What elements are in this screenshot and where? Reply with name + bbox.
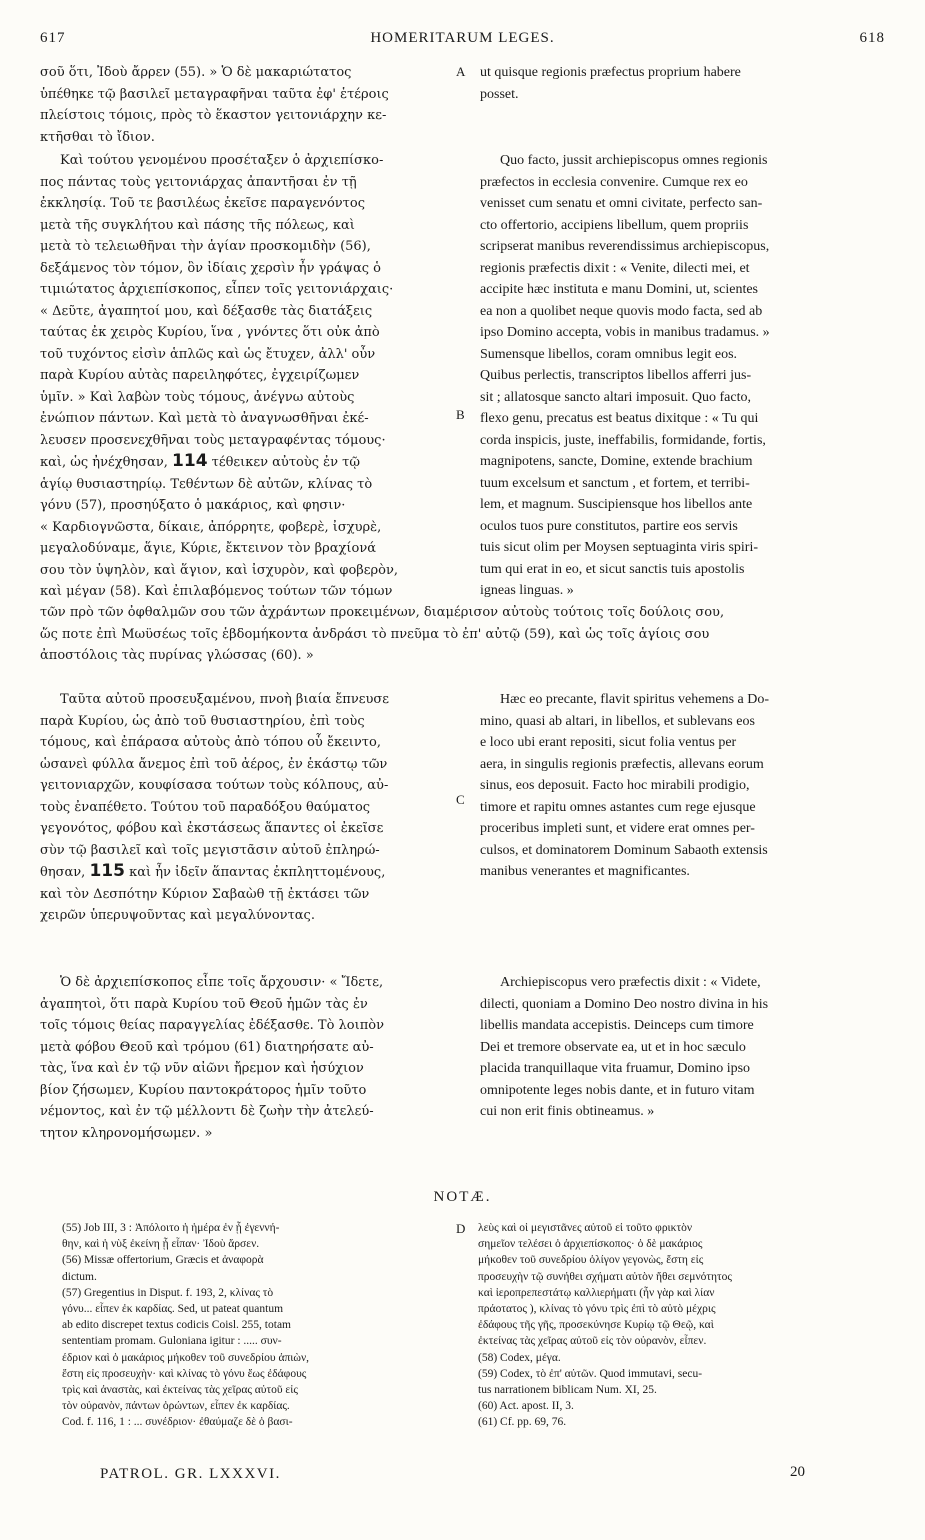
text-line <box>40 861 452 884</box>
text-line: libellis mandata accepistis. Deinceps cum timore <box>480 1018 754 1033</box>
note-line: (56) Missæ offertorium, Græcis et ἀναφορὰ <box>62 1254 264 1267</box>
note-line: ἐκτείνας τὰς χεῖρας αὐτοῦ εἰς τὸν οὐρανὸν, εἶπεν. <box>478 1335 707 1348</box>
text-line: κτῆσθαι τὸ ἴδιον. <box>40 129 155 145</box>
notes-heading: NOTÆ. <box>433 1189 492 1205</box>
note-line: πράοτατος ), κλίνας τὸ γόνυ τρὶς ἐπὶ τὸ αὐτὸ μέχρις <box>478 1303 716 1316</box>
text-line: Hæc eo precante, flavit spiritus vehemens a Do- <box>500 692 770 707</box>
text-fragment: καὶ ἦν ἰδεῖν ἅπαντας ἐκπληττομένους, <box>129 865 386 880</box>
text-line: μεγαλοδύναμε, ἅγιε, Κύριε, ἔκτεινον τὸν βραχίονά <box>40 541 377 556</box>
text-line: ipso Domino accepta, vobis in manibus tradamus. » <box>480 325 770 340</box>
text-line: scripserat manibus reverendissimus archiepiscopus, <box>480 239 770 254</box>
note-line: (58) Codex, μέγα. <box>478 1351 561 1364</box>
note-line: (59) Codex, τὸ ἐπ' αὐτῶν. Quod immutavi, secu- <box>478 1367 703 1380</box>
text-line: oculos tuos pure constitutos, partire eos servis <box>480 518 738 534</box>
text-line: ὑπέθηκε τῷ βασιλεῖ μεταγραφῆναι ταῦτα ἐφ' ἑτέροις <box>40 86 389 102</box>
text-line: τοὺς ἐναπέθετο. Τούτου τοῦ παραδόξου θαύματος <box>40 799 371 815</box>
text-line: « Καρδιογνῶστα, δίκαιε, ἀπόρρητε, φοβερὲ, ἰσχυρὲ, <box>40 519 382 535</box>
text-line: λευσεν προσενεχθῆναι τοὺς μεταγραφέντας τόμους· <box>40 432 386 448</box>
text-line: e loco ubi erant repositi, sicut folia ventus per <box>480 735 737 750</box>
text-line: tum qui erat in eo, et sicut sanctis tuis apostolis <box>480 561 745 577</box>
running-title: HOMERITARUM LEGES. <box>370 30 555 46</box>
note-line: λεὺς καὶ οἱ μεγιστᾶνες αὐτοῦ εἰ τοῦτο φρικτὸν <box>478 1222 693 1234</box>
margin-letter-b: B <box>456 407 465 422</box>
text-line: καὶ μέγαν (58). Καὶ ἐπιλαβόμενος τούτων τῶν τόμων <box>40 584 393 599</box>
latin-block-4 <box>480 972 892 1123</box>
text-line: πλείστοις τόμοις, πρὸς τὸ ἕκαστον γειτονιάρχην κε- <box>40 108 387 123</box>
text-line: ἁγίῳ θυσιαστηρίῳ. Τεθέντων δὲ αὐτῶν, κλίνας τὸ <box>40 476 373 492</box>
text-line: tuis sicut olim per Moysen septuaginta viris spiri- <box>480 540 759 555</box>
note-line: (60) Act. apost. II, 3. <box>478 1400 574 1413</box>
left-page-number: 617 <box>40 30 66 46</box>
text-line: πος πάντας τοὺς γειτονιάρχας ἀπαντῆσαι ἐν τῇ <box>40 174 357 190</box>
text-line: accipite hæc instituta e manu Domini, ut, scientes <box>480 282 758 297</box>
text-line: flexo genu, precatus est beatus dixitque : « Tu qui <box>480 411 759 426</box>
text-line: Dei et tremore observate ea, ut et in hoc sæculo <box>480 1039 746 1055</box>
column-marker: 114 <box>172 451 208 471</box>
text-line: ἐκκλησίᾳ. Τοῦ τε βασιλέως ἐκεῖσε παραγενόντος <box>40 196 365 211</box>
text-line: ἐνώπιον πάντων. Καὶ μετὰ τὸ ἀναγνωσθῆναι ἐκέ- <box>40 411 369 426</box>
text-line: τῶν πρὸ τῶν ὀφθαλμῶν σου τῶν ἀχράντων προκειμένων, διαμέρισον αὐτοὺς τούτοις τοῖς δούλοις σου, <box>40 605 725 620</box>
text-line: σου τὸν ὑψηλὸν, καὶ ἅγιον, καὶ ἰσχυρὸν, καὶ φοβερὸν, <box>40 562 399 578</box>
latin-block-3 <box>480 689 892 883</box>
text-line: τητον κληρονομήσωμεν. » <box>40 1125 213 1141</box>
text-line: Καὶ τούτου γενομένου προσέταξεν ὁ ἀρχιεπίσκο- <box>60 153 384 168</box>
note-line: έδριον καὶ ὁ μακάριος μήκοθεν τοῦ συνεδρίου ἀπιὼν, <box>62 1351 310 1364</box>
note-line: tus narrationem biblicam Num. XI, 25. <box>478 1384 657 1397</box>
text-line: omnipotente leges nobis dante, et in futuro vitam <box>480 1082 755 1098</box>
text-line: magnipotens, sancte, Domine, extende brachium <box>480 454 753 469</box>
note-line: (61) Cf. pp. 69, 76. <box>478 1416 567 1429</box>
note-line: τὸν οὐρανὸν, πάντων ὁρώντων, εἶπεν ἐκ καρδίας. <box>62 1400 290 1413</box>
text-line: igneas linguas. » <box>480 583 574 598</box>
text-line: γεγονότος, φόβου καὶ ἐκστάσεως ἅπαντες οἱ ἐκεῖσε <box>40 821 384 836</box>
text-line: τοῦ τυχόντος εἰσὶν ἁπλῶς καὶ ὡς ἔτυχεν, ἀλλ' οὖν <box>40 346 376 362</box>
text-line: ὡσανεὶ φύλλα ἄνεμος ἐπὶ τοῦ ἀέρος, ἐν ἑκάστῳ τῶν <box>40 756 388 772</box>
text-line: τὰς, ἵνα καὶ ἐν τῷ νῦν αἰῶνι ἤρεμον καὶ ἡσύχιον <box>40 1061 364 1076</box>
text-line: μετὰ φόβου Θεοῦ καὶ τρόμου (61) διατηρήσατε αὐ- <box>40 1039 374 1055</box>
text-line: timore et rapitu omnes astantes cum rege ejusque <box>480 799 756 815</box>
greek-block-4 <box>40 972 452 1144</box>
text-line <box>40 451 452 474</box>
text-fragment: θησαν, <box>40 865 86 880</box>
text-line: μετὰ τὸ τελειωθῆναι τὴν ἁγίαν προσκομιδὴν (56), <box>40 239 371 254</box>
text-line: venisset cum senatu et omni civitate, perfecto san- <box>480 196 763 211</box>
note-line: γόνυ... εἶπεν ἐκ καρδίας. Sed, ut pateat quantum <box>62 1303 284 1316</box>
note-line: (57) Gregentius in Disput. f. 193, 2, κλίνας τὸ <box>62 1286 274 1299</box>
text-line: ἀγαπητοὶ, ὅτι παρὰ Κυρίου τοῦ Θεοῦ ἡμῶν τὰς ἐν <box>40 996 368 1012</box>
right-page-number: 618 <box>859 30 885 46</box>
text-line: præfectos in ecclesia convenire. Cumque rex eo <box>480 174 748 190</box>
text-line: aera, in singulis regionis præfectis, allevans eorum <box>480 756 764 772</box>
text-line: sit ; allatosque sancto altari imposuit. Quo facto, <box>480 389 751 405</box>
text-line: placida tranquillaque vita fruamur, Domino ipso <box>480 1061 751 1076</box>
text-line: regionis præfectis dixit : « Venite, dilecti mei, et <box>480 260 750 276</box>
note-line: θην, καὶ ἡ νὺξ ἐκείνη ᾗ εἶπαν· Ἰδοὺ ἄρσεν. <box>62 1238 260 1251</box>
latin-block-2 <box>480 150 892 602</box>
text-line: δεξάμενος τὸν τόμον, ὃν ἰδίαις χερσὶν ἦν γράψας ὁ <box>40 260 382 276</box>
running-header <box>40 30 885 58</box>
note-line: προσευχὴν τῷ συνήθει σχήματι αὐτὸν ἤθει σεμνότητος <box>478 1270 732 1283</box>
greek-block-2 <box>40 150 452 603</box>
text-line: ea non a quolibet neque quovis modo facta, sed ab <box>480 303 763 319</box>
margin-letter-c: C <box>456 792 465 807</box>
note-line: sententiam promam. Guloniana igitur : ..... συν- <box>62 1335 282 1348</box>
text-line: σοῦ ὅτι, Ἰδοὺ ἄρρεν (55). » Ὁ δὲ μακαριώτατος <box>40 65 352 80</box>
text-line: καὶ τὸν Δεσπότην Κύριον Σαβαὼθ τῇ ἐκτάσει τῶν <box>40 886 370 902</box>
text-line: tuum excelsum et sanctum , et fortem, et terribi- <box>480 475 750 491</box>
note-line: ab edito discrepet textus codicis Coisl. 255, totam <box>62 1319 292 1332</box>
text-line: παρὰ Κυρίου, ὡς ἀπὸ τοῦ θυσιαστηρίου, ἐπὶ τοὺς <box>40 713 365 729</box>
text-line: Ὁ δὲ ἀρχιεπίσκοπος εἶπε τοῖς ἄρχουσιν· « Ἴδετε, <box>60 975 384 990</box>
text-line: lem, et magnum. Suscipiensque hos libellos ante <box>480 497 753 512</box>
text-fragment: τέθεικεν αὐτοὺς ἐν τῷ <box>211 455 360 470</box>
notes-right-column <box>478 1220 890 1431</box>
text-line: ὥς ποτε ἐπὶ Μωϋσέως τοῖς ἑβδομήκοντα ἀνδράσι τὸ πνεῦμα τὸ ἐπ' αὐτῷ (59), καὶ ὡς τοῖς ἁγίοις σου <box>40 626 710 642</box>
margin-letter-d: D <box>456 1221 466 1236</box>
text-line: σὺν τῷ βασιλεῖ καὶ τοῖς μεγιστᾶσιν αὐτοῦ ἐπληρώ- <box>40 842 380 858</box>
column-marker: 115 <box>89 861 125 881</box>
greek-wide-lines <box>40 602 890 667</box>
text-line: manibus venerantes et magnificantes. <box>480 864 690 879</box>
text-line: Quo facto, jussit archiepiscopus omnes regionis <box>500 153 768 168</box>
text-line: παρὰ Κυρίου αὐτὰς παρειληφότες, ἐγχειρίζωμεν <box>40 368 360 383</box>
text-line: βίον ζήσωμεν, Κυρίου παντοκράτορος ἡμῖν τοῦτο <box>40 1082 367 1098</box>
text-line: culsos, et dominatorem Dominum Sabaoth extensis <box>480 842 768 858</box>
text-line: ταύτας ἐκ χειρὸς Κυρίου, ἵνα , γνόντες ὅτι οὐκ ἀπὸ <box>40 325 380 340</box>
greek-block-1 <box>40 62 452 148</box>
text-line: νέμοντος, καὶ ἐν τῷ μέλλοντι δὲ ζωὴν τὴν ἀτελεύ- <box>40 1104 374 1119</box>
note-line: Cod. f. 116, 1 : ... συνέδριον· ἐθαύμαζε δὲ ὁ βασι- <box>62 1416 293 1429</box>
signature-number: 20 <box>790 1464 805 1480</box>
text-line: τιμιώτατος ἀρχιεπίσκοπος, εἶπεν τοῖς γειτονιάρχαις· <box>40 282 394 297</box>
text-line: τόμους, καὶ ἐπάρασα αὐτοὺς ἀπὸ τόπου οὗ ἔκειντο, <box>40 735 381 750</box>
note-line: μήκοθεν τοῦ συνεδρίου ὀλίγον γεγονὼς, ἔστη εἰς <box>478 1254 704 1267</box>
text-line: Quibus perlectis, transcriptos libellos afferri jus- <box>480 368 752 383</box>
text-line: « Δεῦτε, ἀγαπητοί μου, καὶ δέξασθε τὰς διατάξεις <box>40 303 373 319</box>
text-line: ἀποστόλοις τὰς πυρίνας γλώσσας (60). » <box>40 648 314 663</box>
text-line: mino, quasi ab altari, in libellos, et sublevans eos <box>480 713 755 729</box>
text-line: γόνυ (57), προσηύξατο ὁ μακάριος, καὶ φησιν· <box>40 498 346 513</box>
notes-left-column <box>62 1220 452 1431</box>
greek-block-3 <box>40 689 452 927</box>
text-fragment: καὶ, ὡς ἠνέχθησαν, <box>40 455 168 470</box>
text-line: μετὰ τῆς συγκλήτου καὶ πάσης τῆς πόλεως, καὶ <box>40 217 355 233</box>
margin-letter-a: A <box>456 64 466 79</box>
text-line: Ταῦτα αὐτοῦ προσευξαμένου, πνοὴ βιαία ἔπνευσε <box>60 692 389 707</box>
text-line: τοῖς τόμοις θείας παραγγελίας ἐδέξασθε. Τὸ λοιπὸν <box>40 1018 384 1033</box>
note-line: ἐδάφους τῆς γῆς, προσεκύνησε Κυρίῳ τῷ Θεῷ, καὶ <box>478 1319 714 1332</box>
text-line: ut quisque regionis præfectus proprium habere <box>480 65 741 80</box>
text-line: Sumensque libellos, coram omnibus legit eos. <box>480 346 738 362</box>
note-line: ἔστη εἰς προσευχὴν· καὶ κλίνας τὸ γόνυ ἕως ἐδάφους <box>62 1367 307 1380</box>
text-line: dilecti, quoniam a Domino Deo nostro divina in his <box>480 996 769 1012</box>
text-line: cto offertorio, accipiens libellum, quem propriis <box>480 217 749 233</box>
latin-block-1 <box>480 62 892 105</box>
text-line: ὑμῖν. » Καὶ λαβὼν τοὺς τόμους, ἀνέγνω αὐτοὺς <box>40 389 355 405</box>
note-line: τρὶς καὶ ἀναστὰς, καὶ ἐκτείνας τὰς χεῖρας αὐτοῦ εἰς <box>62 1384 298 1397</box>
volume-signature: PATROL. GR. LXXXVI. <box>100 1466 281 1482</box>
text-line: corda inspicis, juste, ineffabilis, formidande, fortis, <box>480 432 766 448</box>
text-line: proceribus impleti sunt, et videre erat omnes per- <box>480 821 755 836</box>
note-line: σημεῖον τελέσει ὁ ἀρχιεπίσκοπος· ὁ δὲ μακάριος <box>478 1238 703 1251</box>
text-line: posset. <box>480 86 519 102</box>
text-line: cui non erit finis obtineamus. » <box>480 1104 655 1119</box>
text-line: sinus, eos deposuit. Facto hoc mirabili prodigio, <box>480 778 750 793</box>
text-line: χειρῶν ὑπερυψοῦντας καὶ μεγαλύνοντας. <box>40 908 315 923</box>
note-line: (55) Job III, 3 : Ἀπόλοιτο ἡ ἡμέρα ἐν ᾗ ἐγεννή- <box>62 1222 280 1234</box>
note-line: dictum. <box>62 1270 97 1283</box>
text-line: Archiepiscopus vero præfectis dixit : « Videte, <box>500 975 761 990</box>
text-line: γειτονιαρχῶν, κουφίσασα τούτων τοὺς κόλπους, αὐ- <box>40 778 389 793</box>
note-line: καὶ ἱεροπρεπεστάτῳ καλλιερήματι (ἦν γὰρ καὶ λίαν <box>478 1286 715 1299</box>
